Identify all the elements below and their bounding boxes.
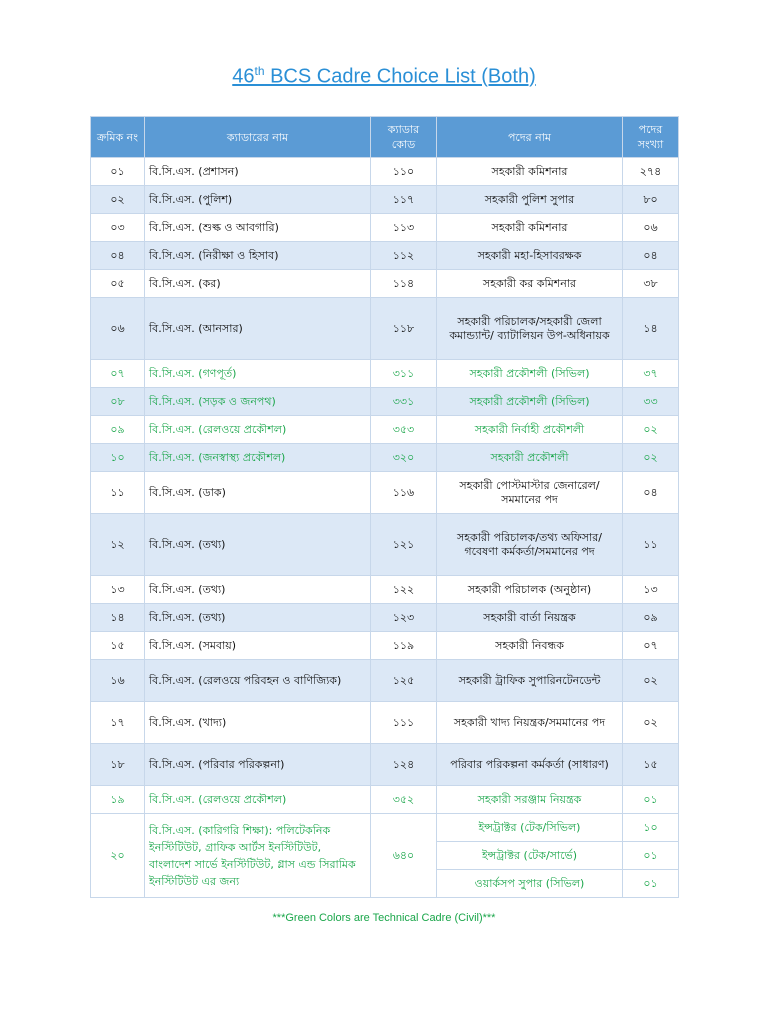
header-code: ক্যাডার কোড [371,117,437,158]
table-row [91,186,679,214]
table-row [91,632,679,660]
cadre-name-cell: বি.সি.এস. (রেলওয়ে প্রকৌশল) [145,786,371,814]
post-name-cell: সহকারী কমিশনার [437,214,623,242]
table-row [91,388,679,416]
post-name-cell: পরিবার পরিকল্পনা কর্মকর্তা (সাধারণ) [437,744,623,786]
post-count-cell: ০২ [623,444,679,472]
post-name-cell: সহকারী প্রকৌশলী (সিভিল) [437,388,623,416]
cadre-name-cell: বি.সি.এস. (পরিবার পরিকল্পনা) [145,744,371,786]
post-name-cell: সহকারী সরঞ্জাম নিয়ন্ত্রক [437,786,623,814]
post-count-cell: ৩৭ [623,360,679,388]
cadre-name-cell: বি.সি.এস. (রেলওয়ে পরিবহন ও বাণিজ্যিক) [145,660,371,702]
serial-cell: ১৩ [91,576,145,604]
post-name-cell: সহকারী পরিচালক/সহকারী জেলা কমান্ড্যান্ট/ ব্যাটালিয়ন উপ-অধিনায়ক [437,298,623,360]
serial-cell: ০২ [91,186,145,214]
serial-cell: ০১ [91,158,145,186]
serial-cell: ১২ [91,514,145,576]
post-count-cell: ১১ [623,514,679,576]
header-serial: ক্রমিক নং [91,117,145,158]
post-count-cell: ০২ [623,702,679,744]
table-row [91,270,679,298]
serial-cell: ১১ [91,472,145,514]
serial-cell: ০৭ [91,360,145,388]
cadre-name-cell: বি.সি.এস. (সড়ক ও জনপথ) [145,388,371,416]
table-row [91,472,679,514]
cadre-name-cell: বি.সি.এস. (সমবায়) [145,632,371,660]
post-count-cell: ১৪ [623,298,679,360]
table-row [91,786,679,814]
table-row [91,702,679,744]
post-count-cell: ০২ [623,416,679,444]
cadre-code-cell: ১১০ [371,158,437,186]
post-name-cell: সহকারী পুলিশ সুপার [437,186,623,214]
cadre-name-cell: বি.সি.এস. (তথ্য) [145,514,371,576]
post-count-cell: ০৭ [623,632,679,660]
post-count-cell: ০১ [623,870,679,898]
cadre-name-cell: বি.সি.এস. (শুল্ক ও আবগারি) [145,214,371,242]
cadre-code-cell: ৬৪০ [371,814,437,898]
post-count-cell: ০৬ [623,214,679,242]
serial-cell: ১০ [91,444,145,472]
title-prefix: 46 [232,65,255,88]
post-count-cell: ১০ [623,814,679,842]
cadre-code-cell: ১২১ [371,514,437,576]
post-count-cell: ০১ [623,786,679,814]
post-count-cell: ০৪ [623,242,679,270]
footnote: ***Green Colors are Technical Cadre (Civil)*** [272,912,496,924]
table-row [91,158,679,186]
cadre-name-cell: বি.সি.এস. (খাদ্য) [145,702,371,744]
serial-cell: ২০ [91,814,145,898]
table-body [91,158,679,898]
page-title [0,64,768,89]
cadre-name-cell: বি.সি.এস. (আনসার) [145,298,371,360]
cadre-name-cell: বি.সি.এস. (কর) [145,270,371,298]
post-count-cell: ২৭৪ [623,158,679,186]
cadre-code-cell: ১১৯ [371,632,437,660]
serial-cell: ১৭ [91,702,145,744]
post-name-cell: ওয়ার্কসপ সুপার (সিভিল) [437,870,623,898]
table-row [91,214,679,242]
cadre-name-cell: বি.সি.এস. (নিরীক্ষা ও হিসাব) [145,242,371,270]
post-name-cell: সহকারী নিবন্ধক [437,632,623,660]
cadre-code-cell: ৩৫২ [371,786,437,814]
header-post: পদের নাম [437,117,623,158]
serial-cell: ০৪ [91,242,145,270]
cadre-code-cell: ৩৫৩ [371,416,437,444]
serial-cell: ১৫ [91,632,145,660]
table-row [91,576,679,604]
cadre-name-cell: বি.সি.এস. (তথ্য) [145,576,371,604]
table-row [91,242,679,270]
table-row [91,416,679,444]
post-name-cell: সহকারী পোস্টমাস্টার জেনারেল/সমমানের পদ [437,472,623,514]
serial-cell: ০৫ [91,270,145,298]
post-name-cell: সহকারী খাদ্য নিয়ন্ত্রক/সমমানের পদ [437,702,623,744]
table-header-row [91,117,679,158]
table-row [91,360,679,388]
serial-cell: ০৩ [91,214,145,242]
cadre-code-cell: ১১৩ [371,214,437,242]
post-name-cell: সহকারী ট্রাফিক সুপারিনটেনডেন্ট [437,660,623,702]
serial-cell: ১৪ [91,604,145,632]
post-name-cell: সহকারী প্রকৌশলী (সিভিল) [437,360,623,388]
header-cadre: ক্যাডারের নাম [145,117,371,158]
cadre-code-cell: ১২৪ [371,744,437,786]
serial-cell: ১৯ [91,786,145,814]
cadre-choice-table [90,116,679,898]
post-count-cell: ৮০ [623,186,679,214]
cadre-code-cell: ৩১১ [371,360,437,388]
post-count-cell: ০৪ [623,472,679,514]
post-name-cell: সহকারী কমিশনার [437,158,623,186]
table-row [91,660,679,702]
cadre-code-cell: ১১৪ [371,270,437,298]
cadre-code-cell: ১১৭ [371,186,437,214]
post-name-cell: সহকারী নির্বাহী প্রকৌশলী [437,416,623,444]
cadre-code-cell: ১১১ [371,702,437,744]
cadre-name-cell: বি.সি.এস. (পুলিশ) [145,186,371,214]
header-count: পদের সংখ্যা [623,117,679,158]
post-count-cell: ৩৩ [623,388,679,416]
serial-cell: ১৮ [91,744,145,786]
post-count-cell: ০৯ [623,604,679,632]
title-superscript: th [254,64,265,78]
post-count-cell: ০২ [623,660,679,702]
post-name-cell: সহকারী পরিচালক/তথ্য অফিসার/গবেষণা কর্মকর্তা/সমমানের পদ [437,514,623,576]
serial-cell: ০৬ [91,298,145,360]
post-name-cell: সহকারী প্রকৌশলী [437,444,623,472]
post-name-cell: সহকারী বার্তা নিয়ন্ত্রক [437,604,623,632]
cadre-code-cell: ১১৮ [371,298,437,360]
cadre-code-cell: ১২৩ [371,604,437,632]
table-row [91,444,679,472]
cadre-code-cell: ১১৬ [371,472,437,514]
serial-cell: ০৯ [91,416,145,444]
cadre-name-cell: বি.সি.এস. (জনস্বাস্থ্য প্রকৌশল) [145,444,371,472]
table-row [91,604,679,632]
cadre-name-cell: বি.সি.এস. (ডাক) [145,472,371,514]
cadre-name-cell: বি.সি.এস. (তথ্য) [145,604,371,632]
post-count-cell: ১৩ [623,576,679,604]
post-name-cell: সহকারী মহা-হিসাবরক্ষক [437,242,623,270]
cadre-name-cell: বি.সি.এস. (প্রশাসন) [145,158,371,186]
cadre-code-cell: ৩২০ [371,444,437,472]
cadre-name-cell: বি.সি.এস. (রেলওয়ে প্রকৌশল) [145,416,371,444]
table-row [91,744,679,786]
post-name-cell: সহকারী কর কমিশনার [437,270,623,298]
post-count-cell: ৩৮ [623,270,679,298]
cadre-code-cell: ১১২ [371,242,437,270]
table-row [91,298,679,360]
post-name-cell: ইন্সট্রাক্টর (টেক/সার্ভে) [437,842,623,870]
cadre-code-cell: ১২২ [371,576,437,604]
post-count-cell: ০১ [623,842,679,870]
cadre-code-cell: ১২৫ [371,660,437,702]
serial-cell: ১৬ [91,660,145,702]
post-name-cell: সহকারী পরিচালক (অনুষ্ঠান) [437,576,623,604]
table-row [91,514,679,576]
cadre-name-cell: বি.সি.এস. (গণপূর্ত) [145,360,371,388]
post-count-cell: ১৫ [623,744,679,786]
title-rest: BCS Cadre Choice List (Both) [264,65,536,88]
cadre-code-cell: ৩৩১ [371,388,437,416]
table-row [91,814,679,842]
post-name-cell: ইন্সট্রাক্টর (টেক/সিভিল) [437,814,623,842]
cadre-name-cell: বি.সি.এস. (কারিগরি শিক্ষা): পলিটেকনিক ইনস্টিটিউট, গ্রাফিক আর্টস ইনস্টিটিউট, বাংলাদেশ সার্ভে ইনস্টিটিউট, গ্লাস এন্ড সিরামিক ইনস্টিটিউট এর জন্য [145,814,371,898]
serial-cell: ০৮ [91,388,145,416]
